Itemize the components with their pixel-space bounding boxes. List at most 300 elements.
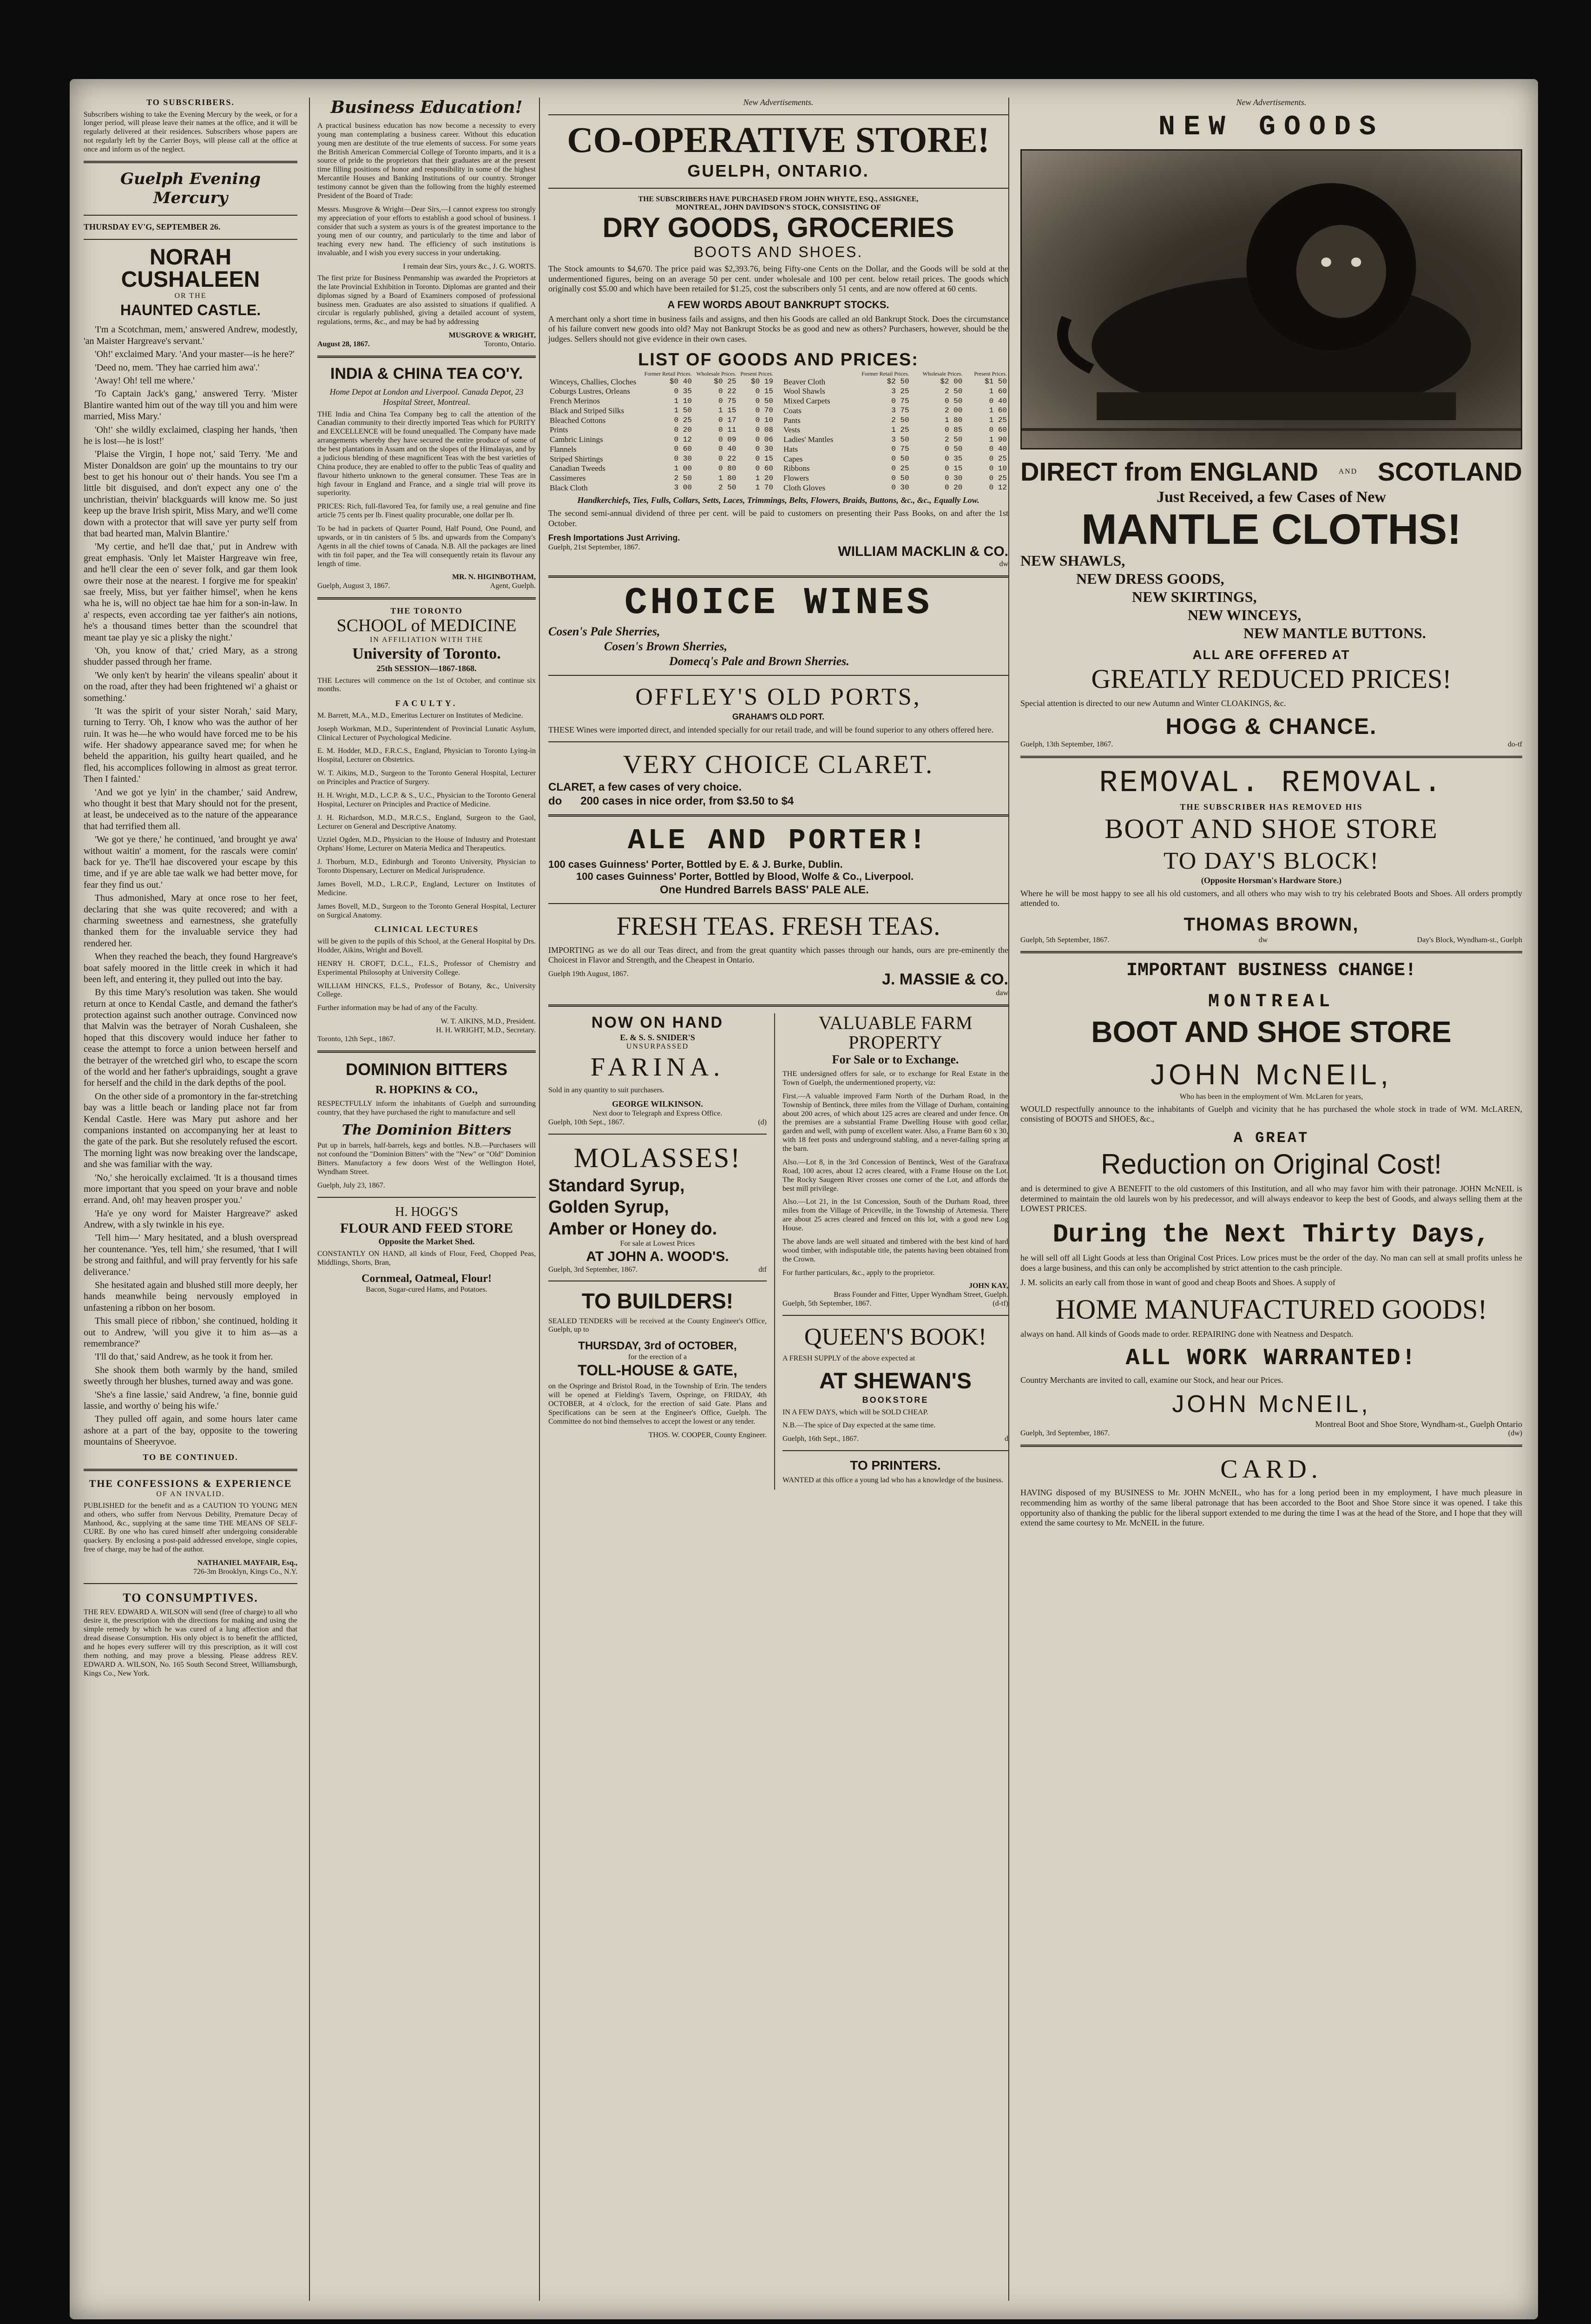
coop-dw: dw: [999, 560, 1008, 568]
story-paragraph: She shook them both warmly by the hand, smiled sweetly through her blushes, turned away and was gone.: [84, 1365, 297, 1387]
faculty-member: J. Thorburn, M.D., Edinburgh and Toronto University, Physician to Toronto Dispensary, Lecturer on Medical Jurisprudence.: [317, 858, 536, 875]
goods-row: [548, 474, 775, 483]
molasses-dtf: dtf: [758, 1265, 767, 1274]
business-date: August 28, 1867.: [317, 340, 370, 349]
goods-item: Hats: [783, 444, 798, 454]
teas-firm: J. MASSIE & CO.: [881, 970, 1008, 988]
divider: [317, 1197, 536, 1198]
claret-1: CLARET, a few cases of very choice.: [548, 781, 742, 794]
just-received: Just Received, a few Cases of New: [1157, 489, 1386, 506]
goods-row: [782, 396, 1008, 406]
farm-heading: VALUABLE FARM PROPERTY: [818, 1012, 973, 1053]
new-goods-heading: NEW GOODS: [1158, 111, 1385, 143]
goods-item: Ribbons: [783, 464, 810, 473]
printers-text: WANTED at this office a young lad who has a knowledge of the business.: [782, 1476, 1004, 1485]
goods-price: 0 12: [989, 483, 1007, 492]
business-city: Toronto, Ontario.: [484, 340, 536, 349]
direct-scotland: SCOTLAND: [1377, 456, 1522, 486]
divider: [782, 1450, 1008, 1451]
hogg-firm: HOGG & CHANCE.: [1165, 714, 1377, 739]
mcneil-text: WOULD respectfully announce to the inhabitants of Guelph and vicinity that he has purchased the whole stock in trade of WM. McLAREN, consisting of BOOTS and SHOES, &c.,: [1020, 1104, 1522, 1124]
goods-price: $0 40: [669, 377, 692, 386]
goods-price: 0 40: [989, 445, 1007, 454]
story-title: NORAH CUSHALEEN: [121, 244, 260, 292]
goods-item: Flannels: [550, 444, 577, 454]
goods-price: 2 50: [718, 483, 736, 492]
wines-heading: CHOICE WINES: [624, 581, 933, 625]
medicine-intro: THE Lectures will commence on the 1st of October, and continue six months.: [317, 676, 536, 693]
goods-item: Prints: [550, 425, 568, 435]
story-paragraph: 'Tell him—' Mary hesitated, and a blush overspread her countenance. 'Yes, tell him,' she resumed, 'that I will be strong and faithful, and will pray fervently for his safe deliverance.': [84, 1233, 297, 1277]
goods-price: 0 22: [718, 455, 736, 463]
warranted: ALL WORK WARRANTED!: [1125, 1345, 1417, 1372]
goods-item: Cloth Gloves: [783, 483, 826, 492]
goods-price: 0 06: [755, 435, 773, 444]
faculty-member: James Bovell, M.D., Surgeon to the Toronto General Hospital, Lecturer on Surgical Anatomy.: [317, 902, 536, 919]
goods-item: Black and Striped Silks: [550, 406, 625, 415]
mantle-heading: MANTLE CLOTHS!: [1081, 505, 1461, 553]
india-sub: Home Depot at London and Liverpool. Canada Depot, 23 Hospital Street, Montreal.: [329, 387, 524, 407]
clinical-croft: HENRY H. CROFT, D.C.L., F.L.S., Professor of Chemistry and Experimental Philosophy at University College.: [317, 959, 536, 977]
farm-name: JOHN KAY,: [968, 1282, 1008, 1290]
goods-price: $2 50: [887, 377, 909, 386]
wines-1: Cosen's Pale Sherries,: [548, 625, 660, 639]
goods-price: 3 25: [891, 387, 909, 396]
bitters-text: RESPECTFULLY inform the inhabitants of Guelph and surrounding country, that they have purchased the right to manufacture and sell: [317, 1100, 536, 1116]
ale-heading: ALE AND PORTER!: [627, 824, 929, 857]
india-agent: MR. N. HIGINBOTHAM,: [452, 573, 536, 581]
goods-price: 0 75: [891, 445, 909, 454]
bitters-date: Guelph, July 23, 1867.: [317, 1181, 385, 1189]
divider: [84, 1469, 297, 1471]
goods-price: 0 25: [674, 416, 692, 425]
clinical-sign-2: H. H. WRIGHT, M.D., Secretary.: [436, 1026, 536, 1035]
coop-few-words: A FEW WORDS ABOUT BANKRUPT STOCKS.: [667, 299, 889, 311]
goods-price: 0 75: [891, 396, 909, 405]
goods-row: [782, 474, 1008, 483]
divider: [84, 1583, 297, 1584]
coop-notions: Handkerchiefs, Ties, Fulls, Collars, Setts, Laces, Trimmings, Belts, Flowers, Braids, Buttons, &c., &c., Equally Low.: [577, 495, 980, 505]
goods-row: [548, 406, 775, 416]
story-paragraph: 'Away! Oh! tell me where.': [95, 375, 195, 386]
story-paragraph: On the other side of a promontory in the far-stretching bay was a little beach or landing place not far from Kendal Castle. Here was Mary put ashore and her companions instanted on accompanying her at least to the gate of the park. But she resolutely refused the escort. The morning light was now breaking over the landscape, and she was familiar with the way.: [84, 1091, 297, 1170]
coop-boots: BOOTS AND SHOES.: [693, 244, 863, 261]
goods-price: 0 50: [755, 396, 773, 405]
coop-line-2: MONTREAL, JOHN DAVIDSON'S STOCK, CONSISTING OF: [676, 204, 881, 212]
coop-dividend: The second semi-annual dividend of three per cent. will be paid to customers on presenting their Pass Books, on and after the 1st October.: [548, 508, 1008, 528]
claret-2: do 200 cases in nice order, from $3.50 to $4: [548, 794, 794, 807]
consumptives-heading: TO CONSUMPTIVES.: [123, 1591, 258, 1604]
story-paragraph: 'And we got ye lyin' in the chamber,' said Andrew, who thought it best that Mary should not for the present, at least, be undeceived as to the nature of the appearance that had terrified them all.: [84, 787, 297, 832]
business-sign: I remain dear Sirs, yours &c., J. G. WORTS.: [403, 263, 536, 271]
goods-price: 0 60: [989, 425, 1007, 434]
new-ads-heading: New Advertisements.: [1236, 98, 1307, 107]
goods-price: $0 19: [750, 377, 773, 386]
coop-stock: The Stock amounts to $4,670. The price paid was $2,393.76, being Fifty-one Cents on the Dollar, and the Goods will be sold at the undermentioned figures, being on an average 50 per cent. under wholesale and 100 per cent. below retail prices. The goods which originally cost $5.00 and which have been retailed for $1.25, cost the subscribers only 51 cents, and are now offered at 60 cents.: [548, 264, 1008, 294]
mantle-item: NEW SHAWLS,: [1020, 552, 1125, 569]
thirty-text: he will sell off all Light Goods at less than Original Cost Prices. Low prices must be the order of the day. No man can sell at small profits unless he does a large business, and this can only be accomplished by strict attention to the cash principle.: [1020, 1253, 1522, 1273]
goods-price: 0 35: [944, 455, 963, 463]
divider: [84, 215, 297, 216]
removal-boot: BOOT AND SHOE STORE: [1104, 813, 1438, 845]
farm-dtf: (d-tf): [993, 1300, 1008, 1308]
column-2: [309, 98, 543, 2301]
goods-item: Flowers: [783, 474, 809, 482]
coop-heading: CO-OPERATIVE STORE!: [567, 119, 990, 160]
goods-price: 1 25: [891, 425, 909, 434]
goods-price: 0 17: [718, 416, 736, 425]
montreal: MONTREAL: [1208, 991, 1335, 1013]
goods-column-header: Present Prices.: [974, 370, 1007, 377]
goods-price: 0 60: [674, 445, 692, 454]
direct-and: AND: [1338, 467, 1358, 475]
divider: [548, 903, 1008, 904]
story-paragraph: 'It was the spirit of your sister Norah,' said Mary, turning to Terry. 'Oh, I know who was the author of her ruin. It was he—he who would have forced me to be his wife. Her shadowy appearance saved me; for when he beheld the apparition, his guilty heart quailed, and he fled, his accomplices following in almost as great terror. Then I fainted.': [84, 706, 297, 785]
mcneil-name: JOHN McNEIL,: [1151, 1059, 1392, 1091]
goods-price: 2 50: [891, 416, 909, 425]
mantle-item: NEW WINCEYS,: [1188, 607, 1302, 624]
goods-price: 0 20: [944, 483, 963, 492]
faculty-member: M. Barrett, M.A., M.D., Emeritus Lecturer on Institutes of Medicine.: [317, 711, 523, 720]
farm-first: First.—A valuable improved Farm North of the Durham Road, in the Township of Bentinck, three miles from the Village of Durham, containing about 200 acres, of which about 125 acres are cleared and under fence. On the premises are a substantial Frame Dwelling House with good cellar, garden and well, with pump of excellent water. Also, a Frame Barn 60 x 30, with 18 feet posts and underground stabling, and a never-failing spring at the barn.: [782, 1092, 1008, 1153]
newspaper-page: [70, 79, 1538, 2319]
story-body: [84, 324, 297, 1447]
goods-price: 0 50: [891, 455, 909, 463]
story-paragraph: By this time Mary's resolution was taken. She would return at once to Kendal Castle, and demand the father's protection against such another outrage. Convinced now that Malvin was the betrayer of Norah Cushaleen, she hoped that this discovery would induce her father to cease the attempt to force a union between herself and the betrayer of the wretched girl who, to escape the scorn of the world and her father's upbraidings, sought a grave for herself and the child in the dark depths of the pool.: [84, 987, 297, 1089]
offley-heading: OFFLEY'S OLD PORTS,: [635, 684, 921, 711]
hogg-dotf: do-tf: [1507, 740, 1522, 749]
story-paragraph: 'We got ye there,' he continued, 'and brought ye awa' without waitin' a moment, for the rascals were comin' back for ye. The'll hae discovered your escape by this time, and if ye are able tae walk we had better move, for fear they find us out.': [84, 834, 297, 890]
goods-price: 0 11: [718, 425, 736, 434]
goods-price: 0 50: [944, 396, 963, 405]
molasses-low: For sale at Lowest Prices: [620, 1240, 695, 1248]
thirty-text-2: J. M. solicits an early call from those in want of good and cheap Boots and Shoes. A supply of: [1020, 1278, 1335, 1287]
teas-text: IMPORTING as we do all our Teas direct, and from the great quantity which passes through our hands, ours are pre-eminently the Choicest in Flavor and Strength, and the Cheapest in Ontario.: [548, 945, 1008, 965]
goods-price: 0 80: [718, 464, 736, 473]
coop-date: Guelph, 21st September, 1867.: [548, 543, 640, 551]
ale-1: 100 cases Guinness' Porter, Bottled by E. & J. Burke, Dublin.: [548, 858, 843, 870]
goods-row: [548, 435, 775, 445]
removal-dw: dw: [1258, 936, 1268, 944]
hand-farina: FARINA.: [590, 1053, 725, 1082]
builders-text: SEALED TENDERS will be received at the County Engineer's Office, Guelph, up to: [548, 1317, 767, 1334]
goods-column-header: Former Retail Prices.: [861, 370, 909, 377]
goods-row: [548, 425, 775, 435]
faculty-member: Uzziel Ogden, M.D., Physician to the House of Industry and Protestant Orphans' Home, Lecturer on Materia Medica and Therapeutics.: [317, 836, 536, 853]
goods-price: 1 60: [989, 406, 1007, 415]
goods-price: 1 10: [674, 396, 692, 405]
goods-item: Canadian Tweeds: [550, 464, 605, 473]
goods-item: Bleached Cottons: [550, 416, 606, 425]
card-text: HAVING disposed of my BUSINESS to Mr. JOHN McNEIL, who has for a long period been in my employment, I have much pleasure in recommending him as worthy of the same liberal patronage that has been accorded to the Boot and Shoe Store since it was opened. I take this opportunity also of thanking the public for the liberal support extended to me during the time I was at the head of the Store, and I hope that they will extend the same courtesy to Mr. McNEIL in the future.: [1020, 1488, 1522, 1528]
goods-price: 1 80: [718, 474, 736, 482]
goods-item: Ladies' Mantles: [783, 435, 834, 444]
goods-row: [782, 464, 1008, 474]
boot-store: BOOT AND SHOE STORE: [1091, 1015, 1452, 1049]
removal-text: Where he will be most happy to see all his old customers, and all others who may wish to try his celebrated Boots and Shoes. All orders promptly attended to.: [1020, 888, 1522, 908]
mantle-item: NEW DRESS GOODS,: [1076, 570, 1224, 588]
mantle-item: NEW SKIRTINGS,: [1132, 588, 1257, 606]
goods-row: [548, 483, 775, 493]
goods-item: Coats: [783, 406, 802, 415]
goods-price: 0 30: [944, 474, 963, 482]
offered: ALL ARE OFFERED AT: [1192, 647, 1350, 662]
goods-price: $1 50: [984, 377, 1007, 386]
flour-text: CONSTANTLY ON HAND, all kinds of Flour, Feed, Chopped Peas, Middlings, Shorts, Bran,: [317, 1250, 536, 1267]
goods-header-blank: [782, 370, 848, 377]
india-orders: To be had in packets of Quarter Pound, Half Pound, One Pound, and upwards, or in tin canisters of 5 lbs. and upwards from the Company's Agents in all the chief towns of Canada. N.B. All the packages are lined with tin foil paper, and the Tea will consequently retain its flavour any length of time.: [317, 525, 536, 568]
clinical-further: Further information may be had of any of the Faculty.: [317, 1004, 478, 1012]
faculty-list: [317, 712, 536, 920]
molasses-at: AT JOHN A. WOOD'S.: [586, 1248, 729, 1264]
new-ads-heading: New Advertisements.: [743, 98, 814, 107]
faculty-member: W. T. Aikins, M.D., Surgeon to the Toronto General Hospital, Lecturer on Principles and Practice of Surgery.: [317, 769, 536, 786]
molasses-date: Guelph, 3rd September, 1867.: [548, 1265, 638, 1274]
goods-price: $2 00: [940, 377, 963, 386]
goods-row: [548, 396, 775, 406]
lower-ads-left: [548, 1013, 775, 1490]
medicine-affiliation: IN AFFILIATION WITH THE: [369, 635, 484, 644]
country-merchants: Country Merchants are invited to call, examine our Stock, and hear our Prices.: [1020, 1375, 1283, 1385]
business-letter: Messrs. Musgrove & Wright—Dear Sirs,—I cannot express too strongly my appreciation of your efforts to establish a good school of business. I consider that such a system as yours is of the greatest importance to the young men of our country, and particularly to the time and labor of teaching every new hand. The efficiency of such institutions is invaluable, and I wish you every success in your undertaking.: [317, 205, 536, 257]
removal-opposite: (Opposite Horsman's Hardware Store.): [1201, 875, 1342, 885]
india-text: THE India and China Tea Company beg to call the attention of the Canadian community to their directly imported Teas which for PURITY and EXCELLENCE will be found unequalled. The Company have made arrangements whereby they have secured the entire produce of some of the best plantations in Assam and on the slopes of the Himalayas, and by a judicious blending of these magnificent Teas with the best varieties of China produce, they are enabled to offer to the public Teas of quality and flavour hitherto unknown to the general consumer. These Teas are in high favour in England and France, and a single trial will prove its superiority.: [317, 410, 536, 497]
story-paragraph: 'Oh!' she wildly exclaimed, clasping her hands, 'then he is lost—he is lost!': [84, 424, 297, 446]
goods-price: $0 25: [714, 377, 736, 386]
goods-table-right: [782, 370, 1008, 493]
masthead: Guelph Evening Mercury: [120, 169, 261, 208]
goods-price: 0 75: [718, 396, 736, 405]
divider: [548, 1134, 767, 1135]
mcneil-dw: (dw): [1508, 1429, 1522, 1438]
story-paragraph: She hesitated again and blushed still more deeply, her hands meanwhile being nervously employed in unfastening a ribbon on her bosom.: [84, 1280, 297, 1313]
mcneil-sign: JOHN McNEIL,: [1172, 1391, 1371, 1418]
goods-row: [548, 464, 775, 474]
divider: [84, 161, 297, 163]
india-heading: INDIA & CHINA TEA CO'Y.: [330, 364, 523, 383]
queens-at: AT SHEWAN'S: [819, 1369, 972, 1394]
divider: [317, 356, 536, 358]
confessions-sign: NATHANIEL MAYFAIR, Esq.,: [197, 1559, 297, 1567]
divider: [1020, 756, 1522, 758]
issue-date: THURSDAY EV'G, SEPTEMBER 26.: [84, 222, 221, 231]
faculty-member: Joseph Workman, M.D., Superintendent of Provincial Lunatic Asylum, Clinical Lecturer of Psychological Medicine.: [317, 725, 536, 742]
goods-price: 0 15: [755, 455, 773, 463]
story-paragraph: 'Oh!' exclaimed Mary. 'And your master—is he here?': [95, 349, 295, 360]
divider: [548, 575, 1008, 578]
story-paragraph: 'To Captain Jack's gang,' answered Terry. 'Mister Blantire wanted him out of the way till you and him were married, Miss Mary.': [84, 389, 297, 422]
farm-address: Brass Founder and Fitter, Upper Wyndham Street, Guelph.: [834, 1291, 1008, 1299]
removal-sub: THE SUBSCRIBER HAS REMOVED HIS: [1180, 802, 1363, 812]
teas-daw: daw: [996, 989, 1008, 997]
lion-illustration: [1022, 151, 1521, 448]
goods-column-header: Present Prices.: [740, 370, 773, 377]
goods-price: 0 25: [989, 474, 1007, 482]
story-paragraph: This small piece of ribbon,' she continued, holding it out to Andrew, 'will you give it to him as—as a remembrance?': [84, 1316, 297, 1349]
story-paragraph: 'No,' she heroically exclaimed. 'It is a thousand times more important that you speed on your brave and noble errand. And, oh! may heaven prosper you.': [84, 1172, 297, 1206]
goods-price: 0 22: [718, 387, 736, 396]
ale-3: One Hundred Barrels BASS' PALE ALE.: [660, 884, 869, 897]
hand-unsurpassed: UNSURPASSED: [626, 1043, 689, 1051]
goods-header-row: [782, 370, 1008, 377]
goods-price: 0 35: [674, 387, 692, 396]
goods-price: 1 20: [755, 474, 773, 482]
goods-item: Beaver Cloth: [783, 377, 826, 386]
farm-above: The above lands are well situated and timbered with the best kind of hard wood timber, with indisputable title, the patents having been obtained from the Crown.: [782, 1237, 1008, 1263]
goods-item: Black Cloth: [550, 483, 588, 492]
queens-text: A FRESH SUPPLY of the above expected at: [782, 1354, 915, 1363]
queens-days: IN A FEW DAYS, which will be SOLD CHEAP.: [782, 1408, 928, 1416]
goods-price: 1 00: [674, 464, 692, 473]
business-text: A practical business education has now become a necessity to every young man contemplating a business career. Without this education young men are destitute of the true elements of success. For some years the British American Commercial College of Toronto imparts, and it is a source of pride to the proprietors that their graduates are at the present time filling positions of honor and responsibility in some of the highest Mercantile Houses and Banking Institutions of our country. Stronger testimony cannot be given than the following from the highly esteemed President of the Board of Trade:: [317, 121, 536, 200]
goods-column-header: Wholesale Prices.: [922, 370, 963, 377]
goods-item: French Merinos: [550, 396, 600, 406]
business-firm: MUSGROVE & WRIGHT,: [448, 331, 536, 340]
card-heading: CARD.: [1220, 1455, 1322, 1484]
removal-heading: REMOVAL. REMOVAL.: [1099, 766, 1444, 801]
column-3: [539, 98, 1017, 2301]
goods-row: [782, 435, 1008, 445]
farm-date: Guelph, 5th September, 1867.: [782, 1300, 872, 1308]
divider: [548, 814, 1008, 817]
molasses-2: Golden Syrup,: [548, 1197, 669, 1217]
goods-price: 0 40: [989, 396, 1007, 405]
divider: [782, 1315, 1008, 1316]
goods-row: [782, 483, 1008, 493]
goods-price: 0 30: [755, 445, 773, 454]
goods-price: 0 85: [944, 425, 963, 434]
hand-snider: E. & S. S. SNIDER'S: [620, 1032, 695, 1042]
goods-table-left: [548, 370, 775, 493]
hogg-heading: H. HOGG'S: [395, 1204, 458, 1219]
goods-row: [782, 455, 1008, 464]
molasses-heading: MOLASSES!: [573, 1142, 742, 1173]
goods-item: Cassimeres: [550, 474, 586, 482]
flour-heading: FLOUR AND FEED STORE: [340, 1220, 513, 1236]
story-paragraph: 'Oh, you know of that,' cried Mary, as a strong shudder passed through her frame.: [84, 645, 297, 667]
queens-nb: N.B.—The spice of Day expected at the same time.: [782, 1421, 936, 1430]
removal-name: THOMAS BROWN,: [1183, 914, 1359, 935]
divider: [548, 675, 1008, 676]
goods-price: 0 12: [674, 435, 692, 444]
goods-row: [782, 377, 1008, 387]
goods-price: 0 50: [891, 474, 909, 482]
faculty-heading: FACULTY.: [395, 699, 458, 708]
mcneil-address: Montreal Boot and Shoe Store, Wyndham-st., Guelph Ontario: [1315, 1419, 1522, 1429]
confessions-sub: OF AN INVALID.: [156, 1490, 225, 1498]
goods-column-header: Wholesale Prices.: [696, 370, 736, 377]
removal-address: Day's Block, Wyndham-st., Guelph: [1417, 936, 1522, 944]
confessions-heading: THE CONFESSIONS & EXPERIENCE: [89, 1478, 292, 1490]
goods-header-blank: [548, 370, 641, 377]
goods-item: Vests: [783, 425, 800, 435]
goods-price: 0 70: [755, 406, 773, 415]
goods-price: 1 80: [944, 416, 963, 425]
india-prices: PRICES: Rich, full-flavored Tea, for family use, a real genuine and fine article 75 cents per lb. Finest quality procurable, one dollar per lb.: [317, 502, 536, 520]
goods-row: [548, 387, 775, 396]
queens-d: d: [1005, 1435, 1008, 1443]
goods-row: [548, 455, 775, 464]
removal-to: TO DAY'S BLOCK!: [1163, 847, 1380, 874]
queens-store: BOOKSTORE: [862, 1395, 929, 1405]
hogg-date: Guelph, 13th September, 1867.: [1020, 740, 1113, 749]
offley-sub: GRAHAM'S OLD PORT.: [732, 712, 825, 721]
clinical-date: Toronto, 12th Sept., 1867.: [317, 1035, 395, 1043]
goods-row: [782, 416, 1008, 426]
farm-text: THE undersigned offers for sale, or to exchange for Real Estate in the Town of Guelph, the undermentioned property, viz:: [782, 1070, 1008, 1087]
goods-price: 2 00: [944, 406, 963, 415]
goods-row: [548, 445, 775, 455]
column-4: [1008, 98, 1533, 2301]
claret-heading: VERY CHOICE CLARET.: [623, 750, 934, 779]
builders-text-2: on the Ospringe and Bristol Road, in the Township of Erin. The tenders will be opened at Fielding's Tavern, Ospringe, on FRIDAY, 4th OCTOBER, at 4 o'clock, for the erection of said Gate. Plans and Specifications can be seen at the Engineer's Office, Guelph. The Committee do not bind themselves to accept the lowest or any tender.: [548, 1382, 767, 1426]
mantle-items: [1020, 552, 1522, 642]
business-heading: Business Education!: [330, 98, 523, 117]
goods-price: 1 15: [718, 406, 736, 415]
story-paragraph: 'I'm a Scotchman, mem,' answered Andrew, modestly, 'an Maister Hargreave's servant.': [84, 324, 297, 346]
story-paragraph: 'My certie, and he'll dae that,' put in Andrew with great emphasis. 'Only let Maister Hargreave win free, and he'll clear the een o' sever folk, and gar them look owre their nose at the nearest. I forgive me for speakin' sae freely, Miss, but yer faither himsel', when he kens wha he is, will no object tae hae him for a son-in-law. In a' respects, even according tae yer faither's ain notions, he's a thousand times better than the scoundrel that meant tae play ye sic a plisky the night.': [84, 541, 297, 643]
lower-ads-right: [775, 1013, 1008, 1490]
goods-row: [782, 425, 1008, 435]
a-great: A GREAT: [1233, 1129, 1309, 1147]
goods-price: 1 60: [989, 387, 1007, 396]
bitters-firm: R. HOPKINS & CO.,: [375, 1083, 478, 1096]
special-attention: Special attention is directed to our new Autumn and Winter CLOAKINGS, &c.: [1020, 699, 1286, 708]
goods-price: 0 08: [755, 425, 773, 434]
medicine-session: 25th SESSION—1867-1868.: [376, 663, 477, 673]
faculty-member: James Bovell, M.D., L.R.C.P., England, Lecturer on Institutes of Medicine.: [317, 880, 536, 897]
divider: [84, 239, 297, 240]
goods-price: 0 25: [989, 455, 1007, 463]
goods-row: [548, 377, 775, 387]
reduced-prices: GREATLY REDUCED PRICES!: [1091, 664, 1452, 694]
goods-row: [782, 387, 1008, 396]
thirty-days: During the Next Thirty Days,: [1052, 1219, 1490, 1249]
home-manufactured: HOME MANUFACTURED GOODS!: [1055, 1294, 1487, 1325]
faculty-member: H. H. Wright, M.D., L.C.P. & S., U.C., Physician to the Toronto General Hospital, Lecturer on Principles and Practice of Medicine.: [317, 791, 536, 808]
story-or: OR THE: [174, 291, 207, 300]
important-heading: IMPORTANT BUSINESS CHANGE!: [1126, 960, 1417, 982]
molasses-3: Amber or Honey do.: [548, 1219, 717, 1239]
hand-date: Guelph, 10th Sept., 1867.: [548, 1118, 625, 1126]
medicine-heading: SCHOOL of MEDICINE: [336, 615, 517, 635]
coop-city: GUELPH, ONTARIO.: [687, 161, 869, 180]
confessions-text: PUBLISHED for the benefit and as a CAUTION TO YOUNG MEN and others, who suffer from Nervous Debility, Premature Decay of Manhood, &c., supplying at the same time THE MEANS OF SELF-CURE. By one who has cured himself after undergoing considerable quackery. By enclosing a post-paid addressed envelope, single copies, free of charge, may be had of the author.: [84, 1501, 297, 1554]
queens-date: Guelph, 16th Sept., 1867.: [782, 1435, 859, 1443]
subscribers-heading: TO SUBSCRIBERS.: [146, 98, 235, 107]
goods-price: 2 50: [674, 474, 692, 482]
clinical-heading: CLINICAL LECTURES: [374, 924, 479, 934]
story-paragraph: 'I'll do that,' said Andrew, as he took it from her.: [95, 1352, 273, 1362]
goods-price: 2 50: [944, 435, 963, 444]
divider: [1020, 1445, 1522, 1447]
coop-dry-goods: DRY GOODS, GROCERIES: [602, 212, 954, 244]
story-paragraph: Thus admonished, Mary at once rose to her feet, declaring that she was quite recovered; and with a charming sweetness and earnestness, she gratefully thanked them for the invaluable service they had rendered her.: [84, 893, 297, 949]
molasses-1: Standard Syrup,: [548, 1175, 685, 1195]
coop-firm: WILLIAM MACKLIN & CO.: [838, 543, 1008, 559]
goods-price: 1 50: [674, 406, 692, 415]
story-paragraph: 'We only ken't by hearin' the vileans spealin' about it on the road, after they had been frightened wi' a ghaist or something.': [84, 670, 297, 703]
mcneil-text-2: and is determined to give A BENEFIT to the old customers of this Institution, and all who may favor him with their patronage. JOHN McNEIL is determined to maintain the old laurels won by his predecessor, and will always endeavor to keep the best of Goods, and always selling them at the LOWEST PRICES.: [1020, 1184, 1522, 1214]
goods-price: 0 40: [718, 445, 736, 454]
farm-sub: For Sale or to Exchange.: [832, 1053, 959, 1067]
goods-price: 3 00: [674, 483, 692, 492]
goods-item: Mixed Carpets: [783, 396, 830, 406]
builders-day: THURSDAY, 3rd of OCTOBER,: [578, 1340, 737, 1353]
coop-few-text: A merchant only a short time in business fails and assigns, and then his Goods are called an old Bankrupt Stock. Does the circumstance of his failure convert new goods into old? May not Bankrupt Stocks be as good and new as others? Purchasers, however, should be the judges. Sellers should not give evidence in their own cases.: [548, 314, 1008, 344]
goods-price: 3 75: [891, 406, 909, 415]
goods-item: Wool Shawls: [783, 387, 825, 396]
